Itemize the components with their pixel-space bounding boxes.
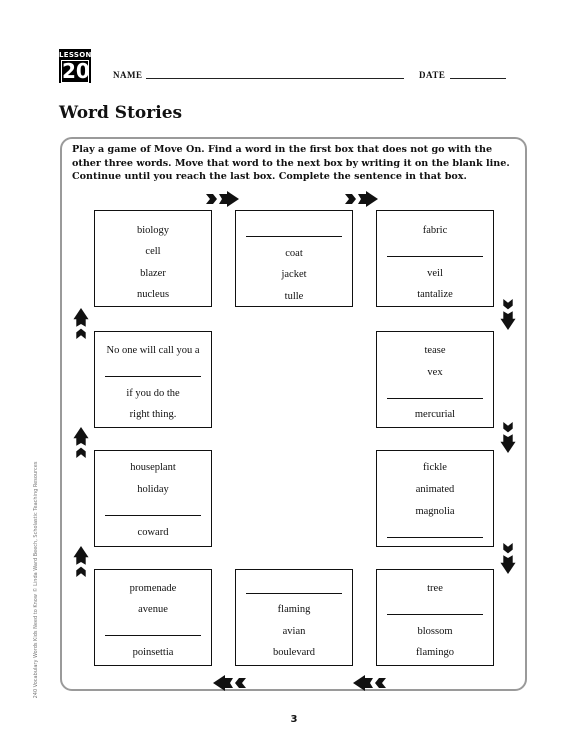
arrow-up-icon — [73, 545, 89, 577]
arrow-right-icon — [345, 191, 379, 207]
word: jacket — [281, 269, 307, 280]
word-box-9 — [94, 450, 212, 547]
arrow-down-icon — [500, 422, 516, 454]
blank-line[interactable] — [387, 256, 483, 257]
word: boulevard — [273, 647, 315, 658]
word-box-10 — [94, 331, 212, 428]
word: veil — [427, 268, 443, 279]
word: mercurial — [414, 409, 456, 420]
blank-line[interactable] — [246, 593, 342, 594]
name-field[interactable] — [146, 78, 404, 79]
word: flaming — [277, 604, 311, 615]
sentence-part: if you do the — [126, 388, 180, 399]
word: vex — [427, 367, 443, 378]
side-copyright — [30, 461, 42, 699]
word: blazer — [140, 268, 166, 279]
instructions: Play a game of Move On. Find a word in the first box that does not go with the other three words. Move that word to the next box by writing it on the blank line. Continue until you reach the last box. Complete the sentence in that box. — [72, 144, 510, 182]
blank-line[interactable] — [387, 614, 483, 615]
date-field[interactable] — [450, 78, 506, 79]
sentence-part: right thing. — [129, 409, 177, 420]
word: animated — [415, 484, 455, 495]
page-title: Word Stories — [59, 103, 183, 123]
word: fickle — [423, 462, 447, 473]
blank-line[interactable] — [105, 515, 201, 516]
word: coat — [285, 248, 303, 259]
word: tree — [427, 583, 443, 594]
arrow-left-icon — [352, 675, 386, 691]
arrow-right-icon — [206, 191, 240, 207]
page-number: 3 — [290, 714, 298, 725]
word-box-7 — [235, 569, 353, 666]
word: biology — [136, 225, 170, 236]
blank-line[interactable] — [387, 537, 483, 538]
arrow-left-icon — [212, 675, 246, 691]
arrow-up-icon — [73, 307, 89, 339]
name-label: NAME — [113, 70, 143, 80]
word: fabric — [422, 225, 448, 236]
lesson-number: 20 — [62, 59, 90, 83]
lesson-label: LESSON — [59, 51, 92, 59]
word: magnolia — [415, 506, 455, 517]
word: tulle — [284, 291, 304, 302]
arrow-up-icon — [73, 426, 89, 458]
word: nucleus — [136, 289, 170, 300]
blank-line[interactable] — [387, 398, 483, 399]
word: holiday — [137, 484, 169, 495]
arrow-down-icon — [500, 299, 516, 331]
blank-line[interactable] — [246, 236, 342, 237]
word: blossom — [417, 626, 453, 637]
word-box-8 — [94, 569, 212, 666]
word-box-1 — [94, 210, 212, 307]
blank-line[interactable] — [105, 376, 201, 377]
lesson-badge — [59, 49, 91, 83]
word: poinsettia — [132, 647, 174, 658]
date-label: DATE — [419, 70, 446, 80]
word: avian — [282, 626, 306, 637]
word: avenue — [138, 604, 168, 615]
sentence-part: No one will call you a — [106, 345, 200, 356]
word: tease — [424, 345, 446, 356]
word-box-3 — [376, 210, 494, 307]
word: tantalize — [417, 289, 453, 300]
blank-line[interactable] — [105, 635, 201, 636]
word-box-4 — [376, 331, 494, 428]
word: promenade — [129, 583, 177, 594]
arrow-down-icon — [500, 543, 516, 575]
word-box-6 — [376, 569, 494, 666]
word-box-2 — [235, 210, 353, 307]
word: houseplant — [130, 462, 176, 473]
word: coward — [137, 527, 169, 538]
word: flamingo — [416, 647, 454, 658]
copyright-text: 240 Vocabulary Words Kids Need to Know © Linda Ward Beech, Scholastic Teaching Resources — [33, 461, 39, 699]
word: cell — [145, 246, 161, 257]
word-box-5 — [376, 450, 494, 547]
